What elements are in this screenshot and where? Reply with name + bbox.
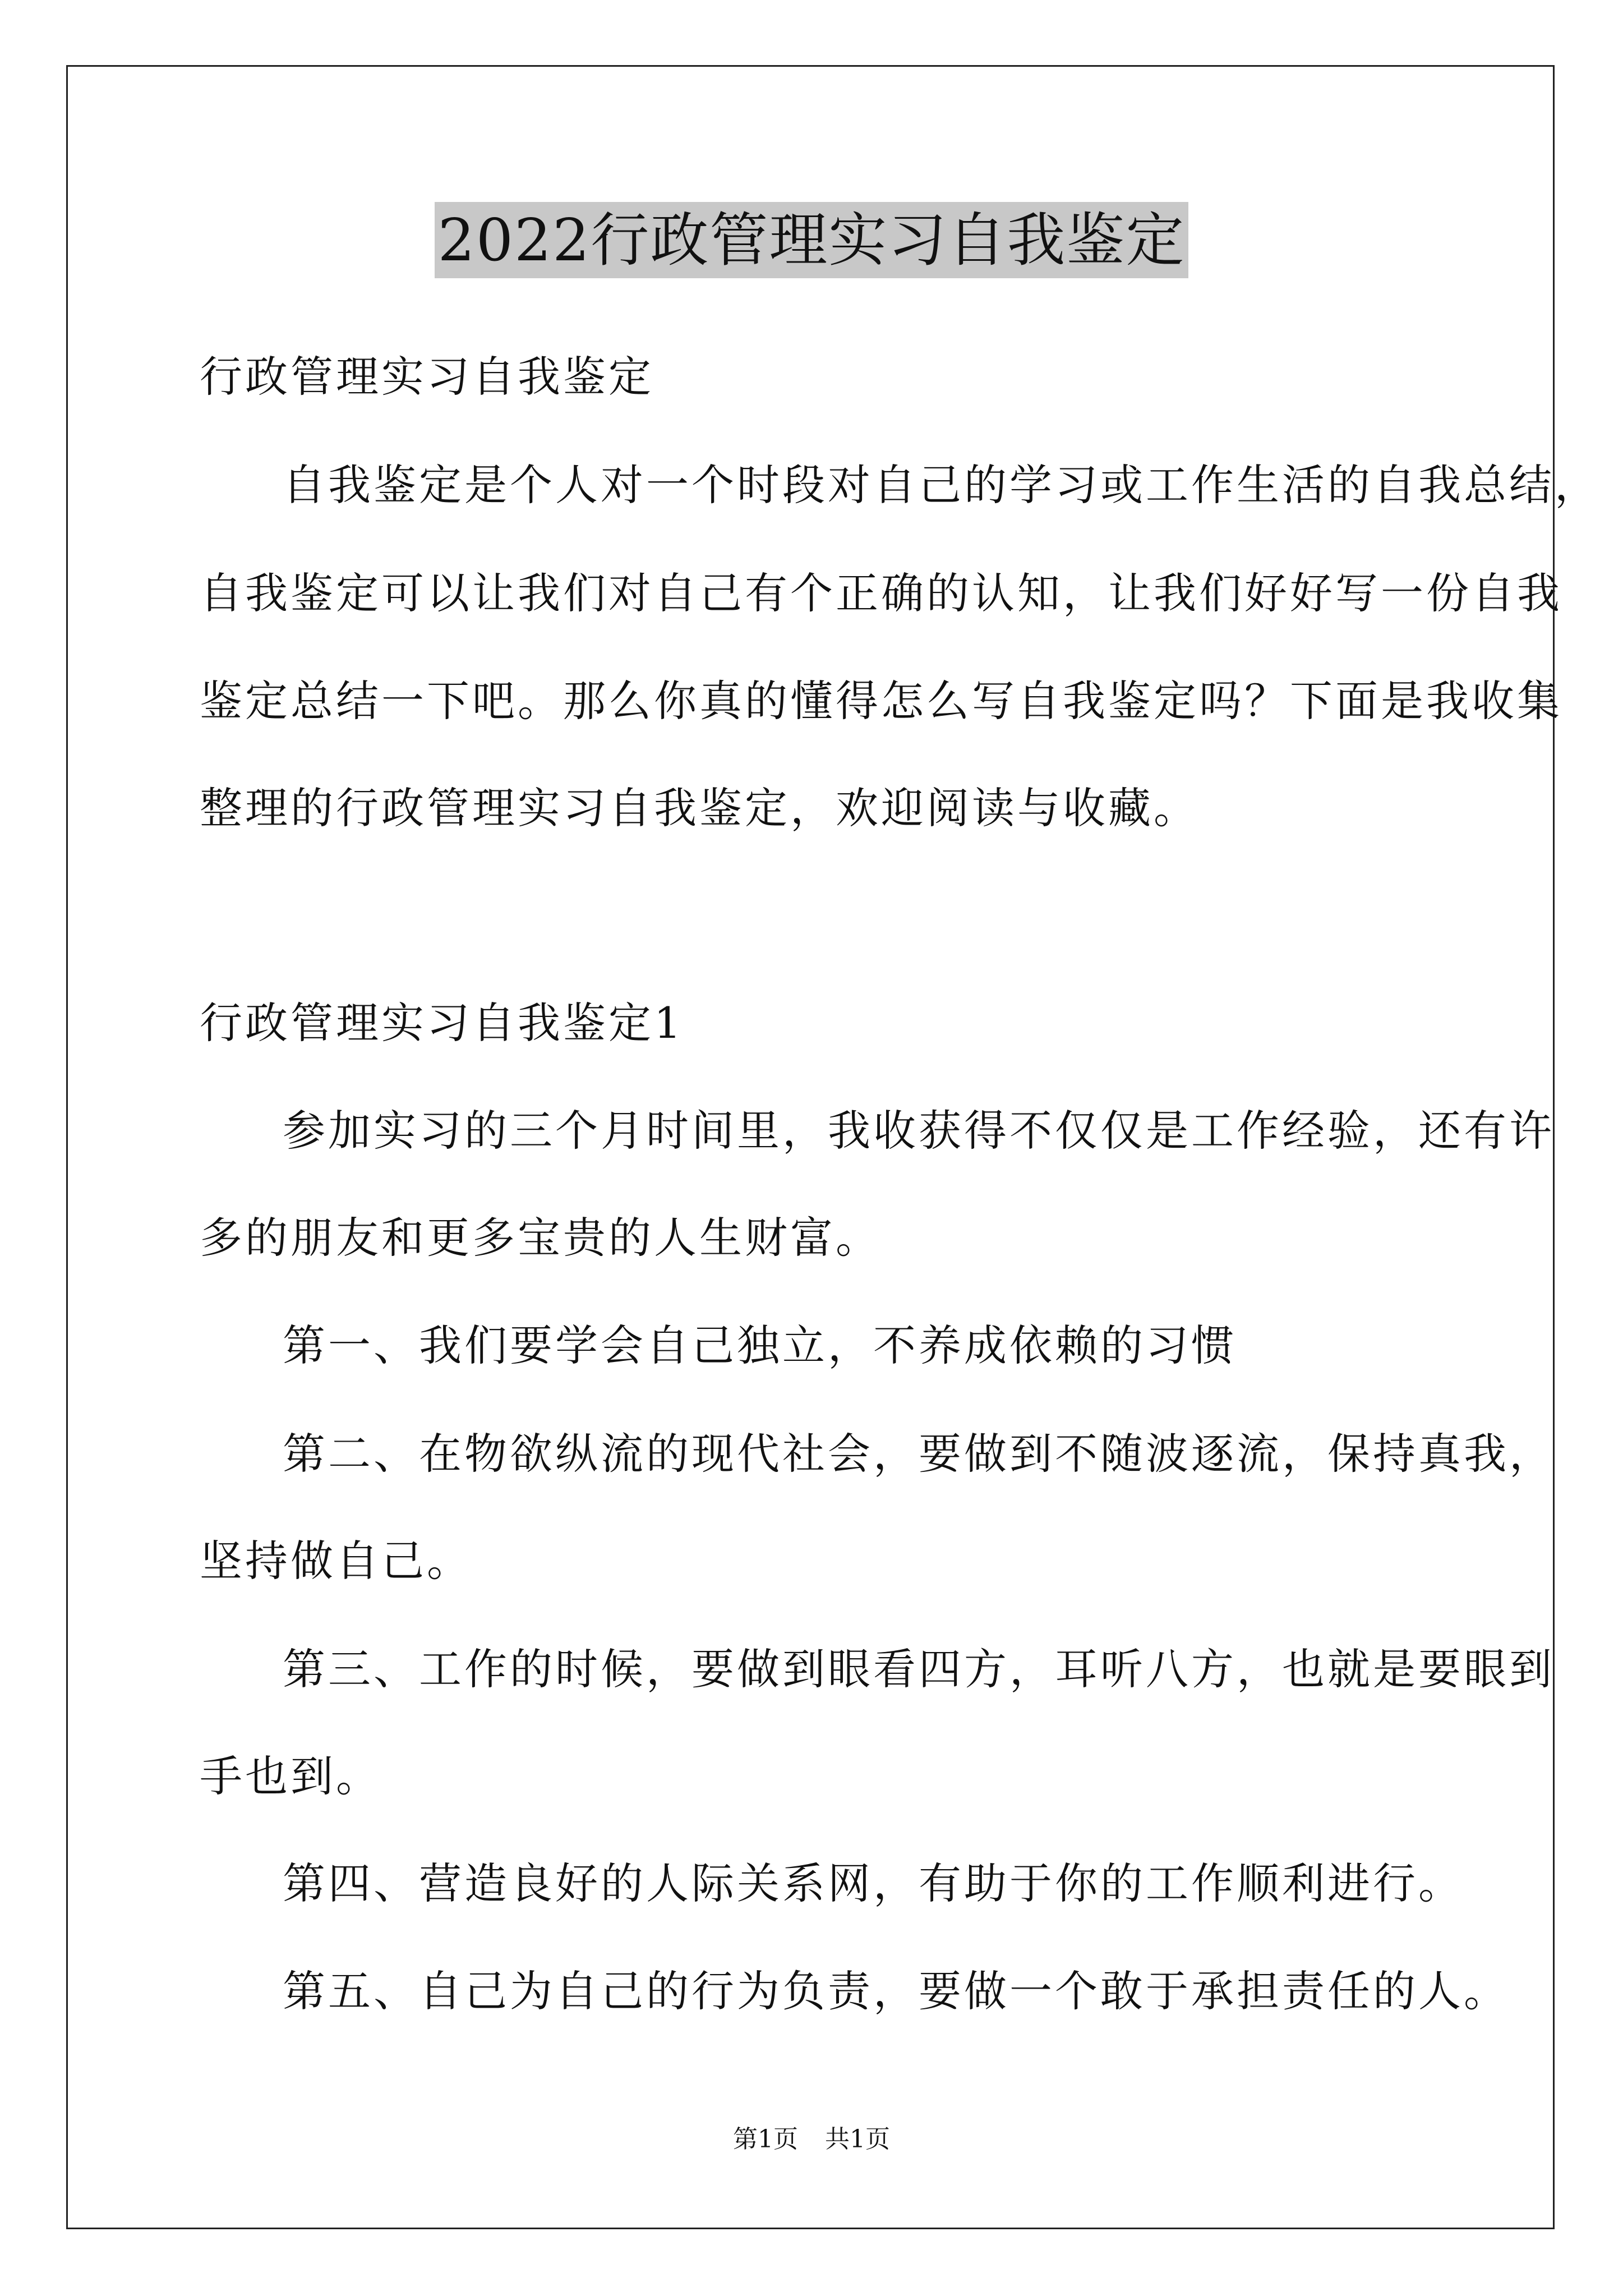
section-heading: 行政管理实习自我鉴定1: [200, 998, 684, 1048]
paragraph-line: 第一、我们要学会自己独立，不养成依赖的习惯: [283, 1320, 1237, 1370]
paragraph-line: 坚持做自己。: [200, 1536, 472, 1586]
paragraph-line: 多的朋友和更多宝贵的人生财富。: [200, 1213, 881, 1263]
paragraph-line: 第二、在物欲纵流的现代社会，要做到不随波逐流，保持真我，: [283, 1429, 1555, 1479]
paragraph-line: 第五、自己为自己的行为负责，要做一个敢于承担责任的人。: [283, 1966, 1509, 2016]
paragraph-line: 自我鉴定是个人对一个时段对自己的学习或工作生活的自我总结，: [283, 460, 1600, 510]
page-number-total: 共1页: [825, 2125, 890, 2154]
paragraph-line: 手也到。: [200, 1751, 381, 1801]
paragraph-line: 第四、营造良好的人际关系网，有助于你的工作顺利进行。: [283, 1858, 1464, 1908]
paragraph-line: 鉴定总结一下吧。那么你真的懂得怎么写自我鉴定吗？下面是我收集: [200, 676, 1562, 726]
section-heading: 行政管理实习自我鉴定: [200, 352, 654, 402]
page-footer: [0, 2123, 1623, 2156]
page-number-current: 第1页: [733, 2125, 798, 2154]
paragraph-line: 第三、工作的时候，要做到眼看四方，耳听八方，也就是要眼到: [283, 1644, 1555, 1694]
document-title: 2022行政管理实习自我鉴定: [435, 202, 1189, 278]
paragraph-line: 自我鉴定可以让我们对自己有个正确的认知，让我们好好写一份自我: [200, 568, 1562, 618]
paragraph-line: 参加实习的三个月时间里，我收获得不仅仅是工作经验，还有许: [283, 1106, 1555, 1156]
paragraph-line: 整理的行政管理实习自我鉴定，欢迎阅读与收藏。: [200, 783, 1199, 833]
title-container: [0, 202, 1623, 278]
